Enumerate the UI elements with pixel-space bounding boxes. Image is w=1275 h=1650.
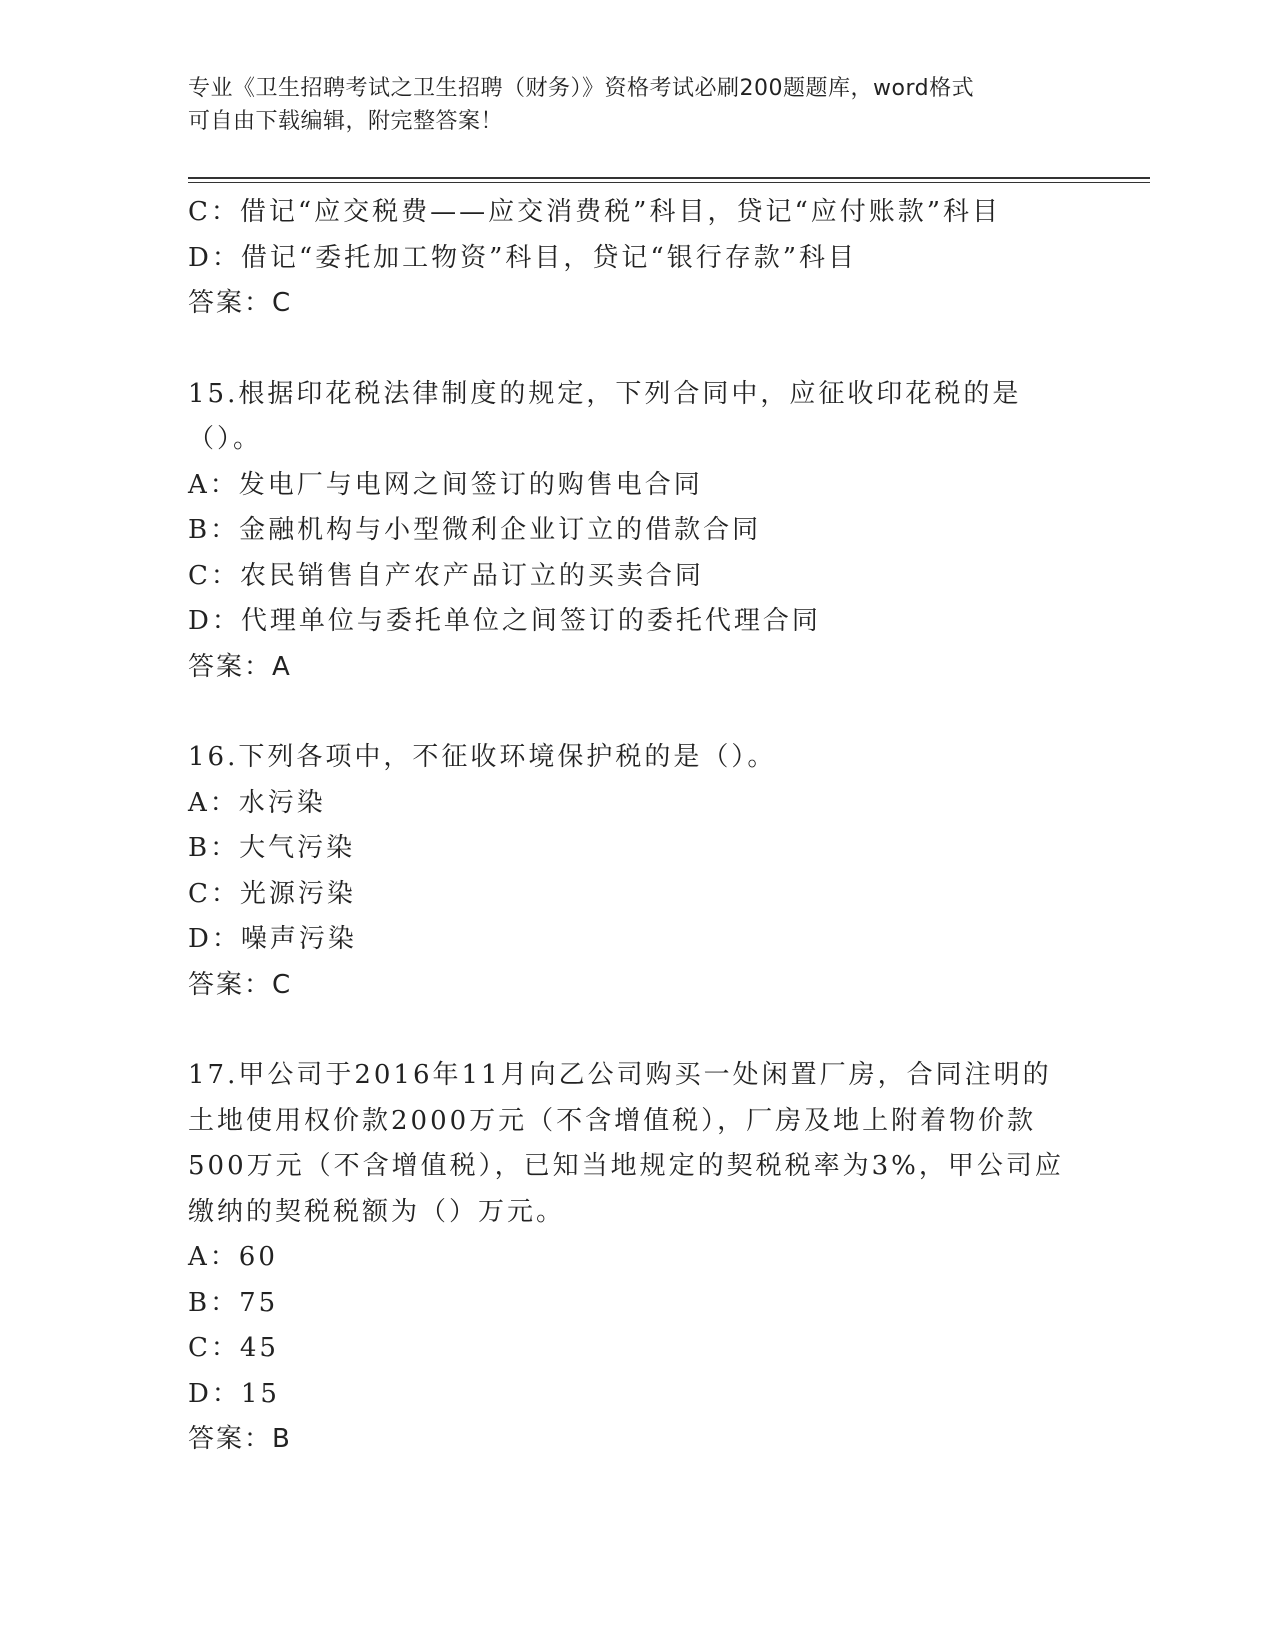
option-d: D：15: [188, 1378, 280, 1409]
option-d: D：借记“委托加工物资”科目，贷记“银行存款”科目: [188, 242, 858, 273]
question-17: [188, 1053, 1088, 1463]
option-a: A：60: [188, 1242, 278, 1272]
option-d: D：噪声污染: [188, 924, 357, 954]
option-b: B：大气污染: [188, 833, 356, 863]
option-d: D：代理单位与委托单位之间签订的委托代理合同: [188, 606, 821, 636]
option-b: B：金融机构与小型微利企业订立的借款合同: [188, 515, 762, 545]
option-b: B：75: [188, 1287, 279, 1318]
question-text: 15.根据印花税法律制度的规定，下列合同中，应征收印花税的是（）。: [188, 378, 1022, 454]
answer: 答案：B: [188, 1424, 292, 1454]
header-rule-thick: [188, 177, 1150, 179]
question-text: 17.甲公司于2016年11月向乙公司购买一处闲置厂房，合同注明的土地使用权价款2000万元（不含增值税），厂房及地上附着物价款500万元（不含增值税），已知当地规定的契税税率为3%，甲公司应缴纳的契税税额为（）万元。: [188, 1060, 1064, 1227]
answer: 答案：C: [188, 969, 293, 1000]
question-14-tail: [188, 190, 1088, 327]
option-a: A：发电厂与电网之间签订的购售电合同: [188, 469, 703, 500]
question-16: [188, 735, 1088, 1008]
option-a: A：水污染: [188, 787, 326, 818]
question-text: 16.下列各项中，不征收环境保护税的是（）。: [188, 742, 777, 772]
question-15: [188, 372, 1088, 691]
header-line-1: 专业《卫生招聘考试之卫生招聘（财务）》资格考试必刷200题题库，word格式: [188, 76, 975, 101]
option-c: C：45: [188, 1333, 279, 1363]
option-c: C：农民销售自产农产品订立的买卖合同: [188, 560, 704, 591]
answer: 答案：A: [188, 651, 292, 682]
answer: 答案：C: [188, 288, 293, 318]
option-c: C：光源污染: [188, 878, 356, 909]
option-c: C：借记“应交税费——应交消费税”科目，贷记“应付账款”科目: [188, 197, 1002, 227]
header-line-2: 可自由下载编辑，附完整答案！: [188, 109, 504, 134]
question-list: [188, 190, 1088, 1463]
document-header: [188, 72, 1068, 138]
header-rule-thin: [188, 182, 1150, 183]
